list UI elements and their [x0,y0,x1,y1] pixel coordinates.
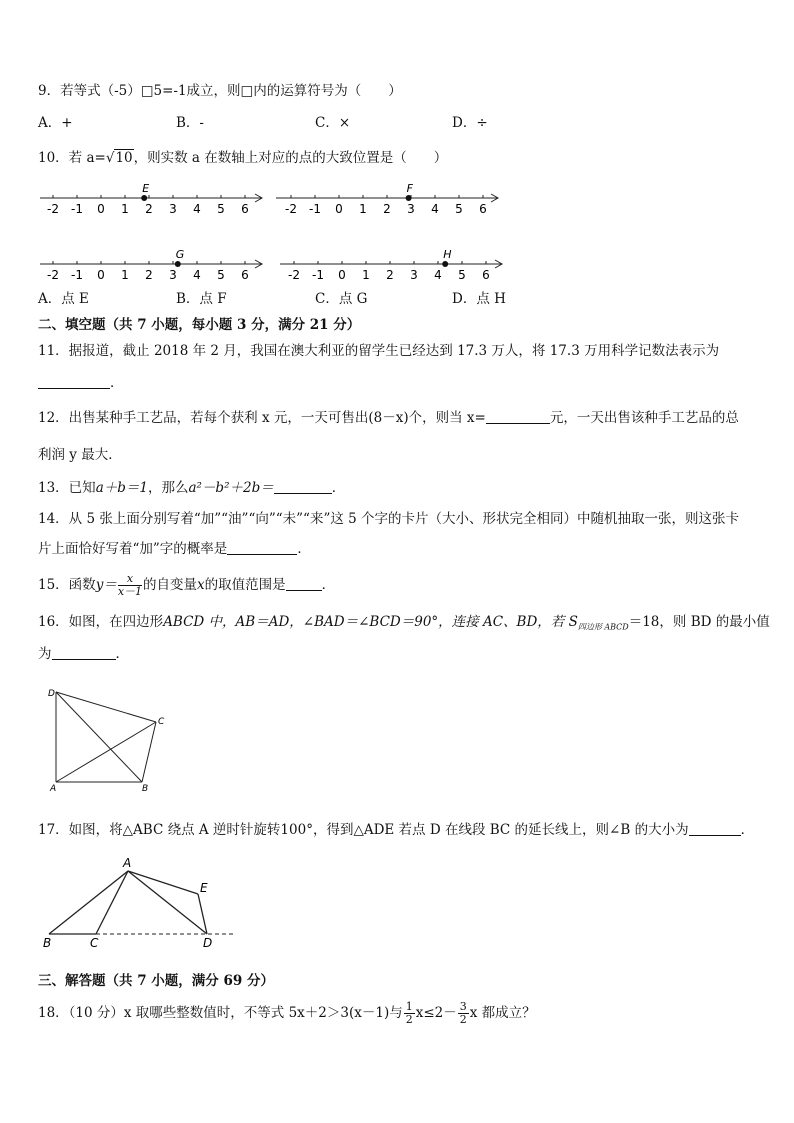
q10-option-c: C．点 G [315,291,368,307]
point-marker [442,261,448,267]
q15-text2: 的自变量 [143,577,198,593]
tick-label: 1 [121,202,129,216]
q15-end: ． [321,577,336,593]
q14-end: ． [297,541,311,557]
tick-label: 0 [97,202,105,216]
q15-fraction [118,573,142,598]
tick-label: -1 [312,268,324,282]
tick-label: 0 [335,202,343,216]
q13-text1: 13．已知 [38,480,96,496]
tick-label: -2 [47,202,59,216]
tick-label: 6 [482,268,490,282]
q15-line [38,572,335,598]
segment-ac [96,871,128,934]
fraction-denominator: 2 [405,1013,413,1026]
label-d: D [203,936,213,950]
q12-text1: 12．出售某种手工艺品，若每个获利 x 元，一天可售出 [38,410,369,426]
q14-text: 片上面恰好写着“加”字的概率是 [38,541,228,557]
label-b: B [43,936,52,950]
tick-label: 4 [431,202,439,216]
answer-blank [274,479,332,494]
q16-subscript: 四边形 ABCD [577,622,629,632]
q12-expr: (8－x) [368,410,409,426]
q17-end: ． [740,822,755,838]
q9-option-c: C．× [315,115,351,131]
tick-label: 3 [169,202,177,216]
q10-stem [38,149,447,167]
q9-stem: 9．若等式（-5）□5=-1成立，则□内的运算符号为（ ） [38,83,402,99]
tick-label: 2 [145,202,153,216]
q9-option-a: A．+ [38,115,73,131]
q12-text2: 个，则当 x= [408,410,486,426]
q9-option-b: B．- [176,115,204,131]
sqrt-symbol: √ [105,150,115,166]
fraction-numerator: x [118,573,142,586]
q17-line [38,821,754,839]
q18-fraction-1 [404,1001,415,1026]
tick-label: 3 [410,268,418,282]
tick-label: 4 [193,202,201,216]
q16-end: ． [115,646,129,662]
tick-label: 0 [338,268,346,282]
q16-line2 [38,645,129,663]
tick-label: 2 [145,268,153,282]
q15-var: x [197,577,205,593]
tick-label: 1 [362,268,370,282]
q18-line [38,999,536,1027]
q15-lhs: y＝ [95,577,117,593]
q13-end: ． [331,480,346,496]
q13-line [38,479,345,497]
answer-blank [227,540,297,555]
answer-blank [52,645,116,660]
q12-line2: 利润 y 最大． [38,447,122,463]
label-e: E [200,881,208,895]
tick-label: 4 [434,268,442,282]
label-a: A [50,784,57,794]
tick-label: -2 [285,202,297,216]
tick-label: 5 [217,202,225,216]
q17-rotation-figure [36,852,246,952]
tick-label: -2 [288,268,300,282]
segment-ab [49,871,128,934]
q10-radicand: 10 [115,150,133,166]
q13-condition: a＋b＝1 [95,480,148,496]
number-line [276,182,498,216]
q10-option-a: A．点 E [38,291,89,307]
point-label: E [142,182,150,195]
tick-label: 4 [193,268,201,282]
q12-text3: 元，一天出售该种手工艺品的总 [549,410,739,426]
fraction-denominator: x－1 [117,585,143,598]
tick-label: 6 [241,268,249,282]
q11-line2 [38,374,124,392]
tick-label: 1 [121,268,129,282]
tick-label: 5 [455,202,463,216]
q11-end: ． [110,375,124,391]
tick-label: -2 [47,268,59,282]
number-line [40,182,262,216]
tick-label: 6 [241,202,249,216]
segment-ae [128,871,198,894]
answer-blank [38,374,110,389]
fraction-numerator: 1 [405,1000,413,1013]
q18-text3: x 都成立？ [469,1005,536,1021]
point-marker [175,261,181,267]
q16-text1: 16．如图，在四边形 [38,614,164,630]
q14-line2 [38,540,311,558]
tick-label: 2 [383,202,391,216]
q13-expression: a²－b²＋2b＝ [188,480,274,496]
segment-bc [142,722,156,782]
label-d: D [48,689,55,699]
point-marker [406,195,412,201]
q12-line1 [38,409,739,427]
point-marker [141,195,147,201]
tick-label: 6 [479,202,487,216]
label-a: A [123,856,132,870]
tick-label: 5 [458,268,466,282]
q18-text1: 18．（10 分）x 取哪些整数值时，不等式 5x＋2＞3(x－1)与 [38,1005,403,1021]
tick-label: 3 [407,202,415,216]
tick-label: 0 [97,268,105,282]
label-b: B [142,784,149,794]
answer-blank [689,821,741,836]
q11-line1: 11．据报道，截止 2018 年 2 月，我国在澳大利亚的留学生已经达到 17.3 万人，将 17.3 万用科学记数法表示为 [38,343,720,359]
q10-option-d: D．点 H [452,291,506,307]
label-c: C [158,717,165,727]
section-2-heading: 二、填空题（共 7 小题，每小题 3 分，满分 21 分） [38,317,361,333]
q14-line1: 14．从 5 张上面分别写着“加”“油”“向”“未”“来”这 5 个字的卡片（大小、形状完全相同）中随机抽取一张，则这张卡 [38,511,740,527]
q17-text: 17．如图，将△ABC 绕点 A 逆时针旋转100°，得到△ADE 若点 D 在线段 BC 的延长线上，则∠B 的大小为 [38,822,689,838]
point-label: H [443,248,452,261]
tick-label: -1 [309,202,321,216]
q9-option-d: D．÷ [452,115,488,131]
q10-option-b: B．点 F [176,291,227,307]
tick-label: 3 [169,268,177,282]
q15-text1: 15．函数 [38,577,96,593]
q15-text3: 的取值范围是 [204,577,286,593]
q18-text2: x≤2－ [415,1005,457,1021]
q10-stem-suffix: ，则实数 a 在数轴上对应的点的大致位置是（ ） [133,150,448,166]
q16-line1 [38,613,770,637]
tick-label: 5 [217,268,225,282]
q16-text2: ABCD 中，AB＝AD，∠BAD＝∠BCD＝90°，连接 AC、BD，若 S [163,614,578,630]
section-3-heading: 三、解答题（共 7 小题，满分 69 分） [38,973,274,989]
fraction-denominator: 2 [459,1013,467,1026]
segment-ad [128,871,207,934]
point-label: F [406,182,413,195]
number-line [280,248,502,282]
q10-stem-prefix: 10．若 a= [38,150,106,166]
q10-number-lines [0,178,794,308]
tick-label: -1 [71,268,83,282]
q16-line2-text: 为 [38,646,52,662]
tick-label: 1 [359,202,367,216]
fraction-numerator: 3 [459,1000,467,1013]
tick-label: -1 [71,202,83,216]
label-c: C [90,936,99,950]
q16-text3: ＝18，则 BD 的最小值 [628,614,770,630]
number-line [40,248,262,282]
q18-fraction-2 [458,1001,469,1026]
tick-label: 2 [386,268,394,282]
q16-quadrilateral-figure [42,684,182,796]
diagonal-bd [56,692,142,782]
q13-text2: ，那么 [147,480,189,496]
diagonal-ac [56,722,156,782]
point-label: G [175,248,185,261]
answer-blank [286,576,322,591]
answer-blank [486,409,550,424]
